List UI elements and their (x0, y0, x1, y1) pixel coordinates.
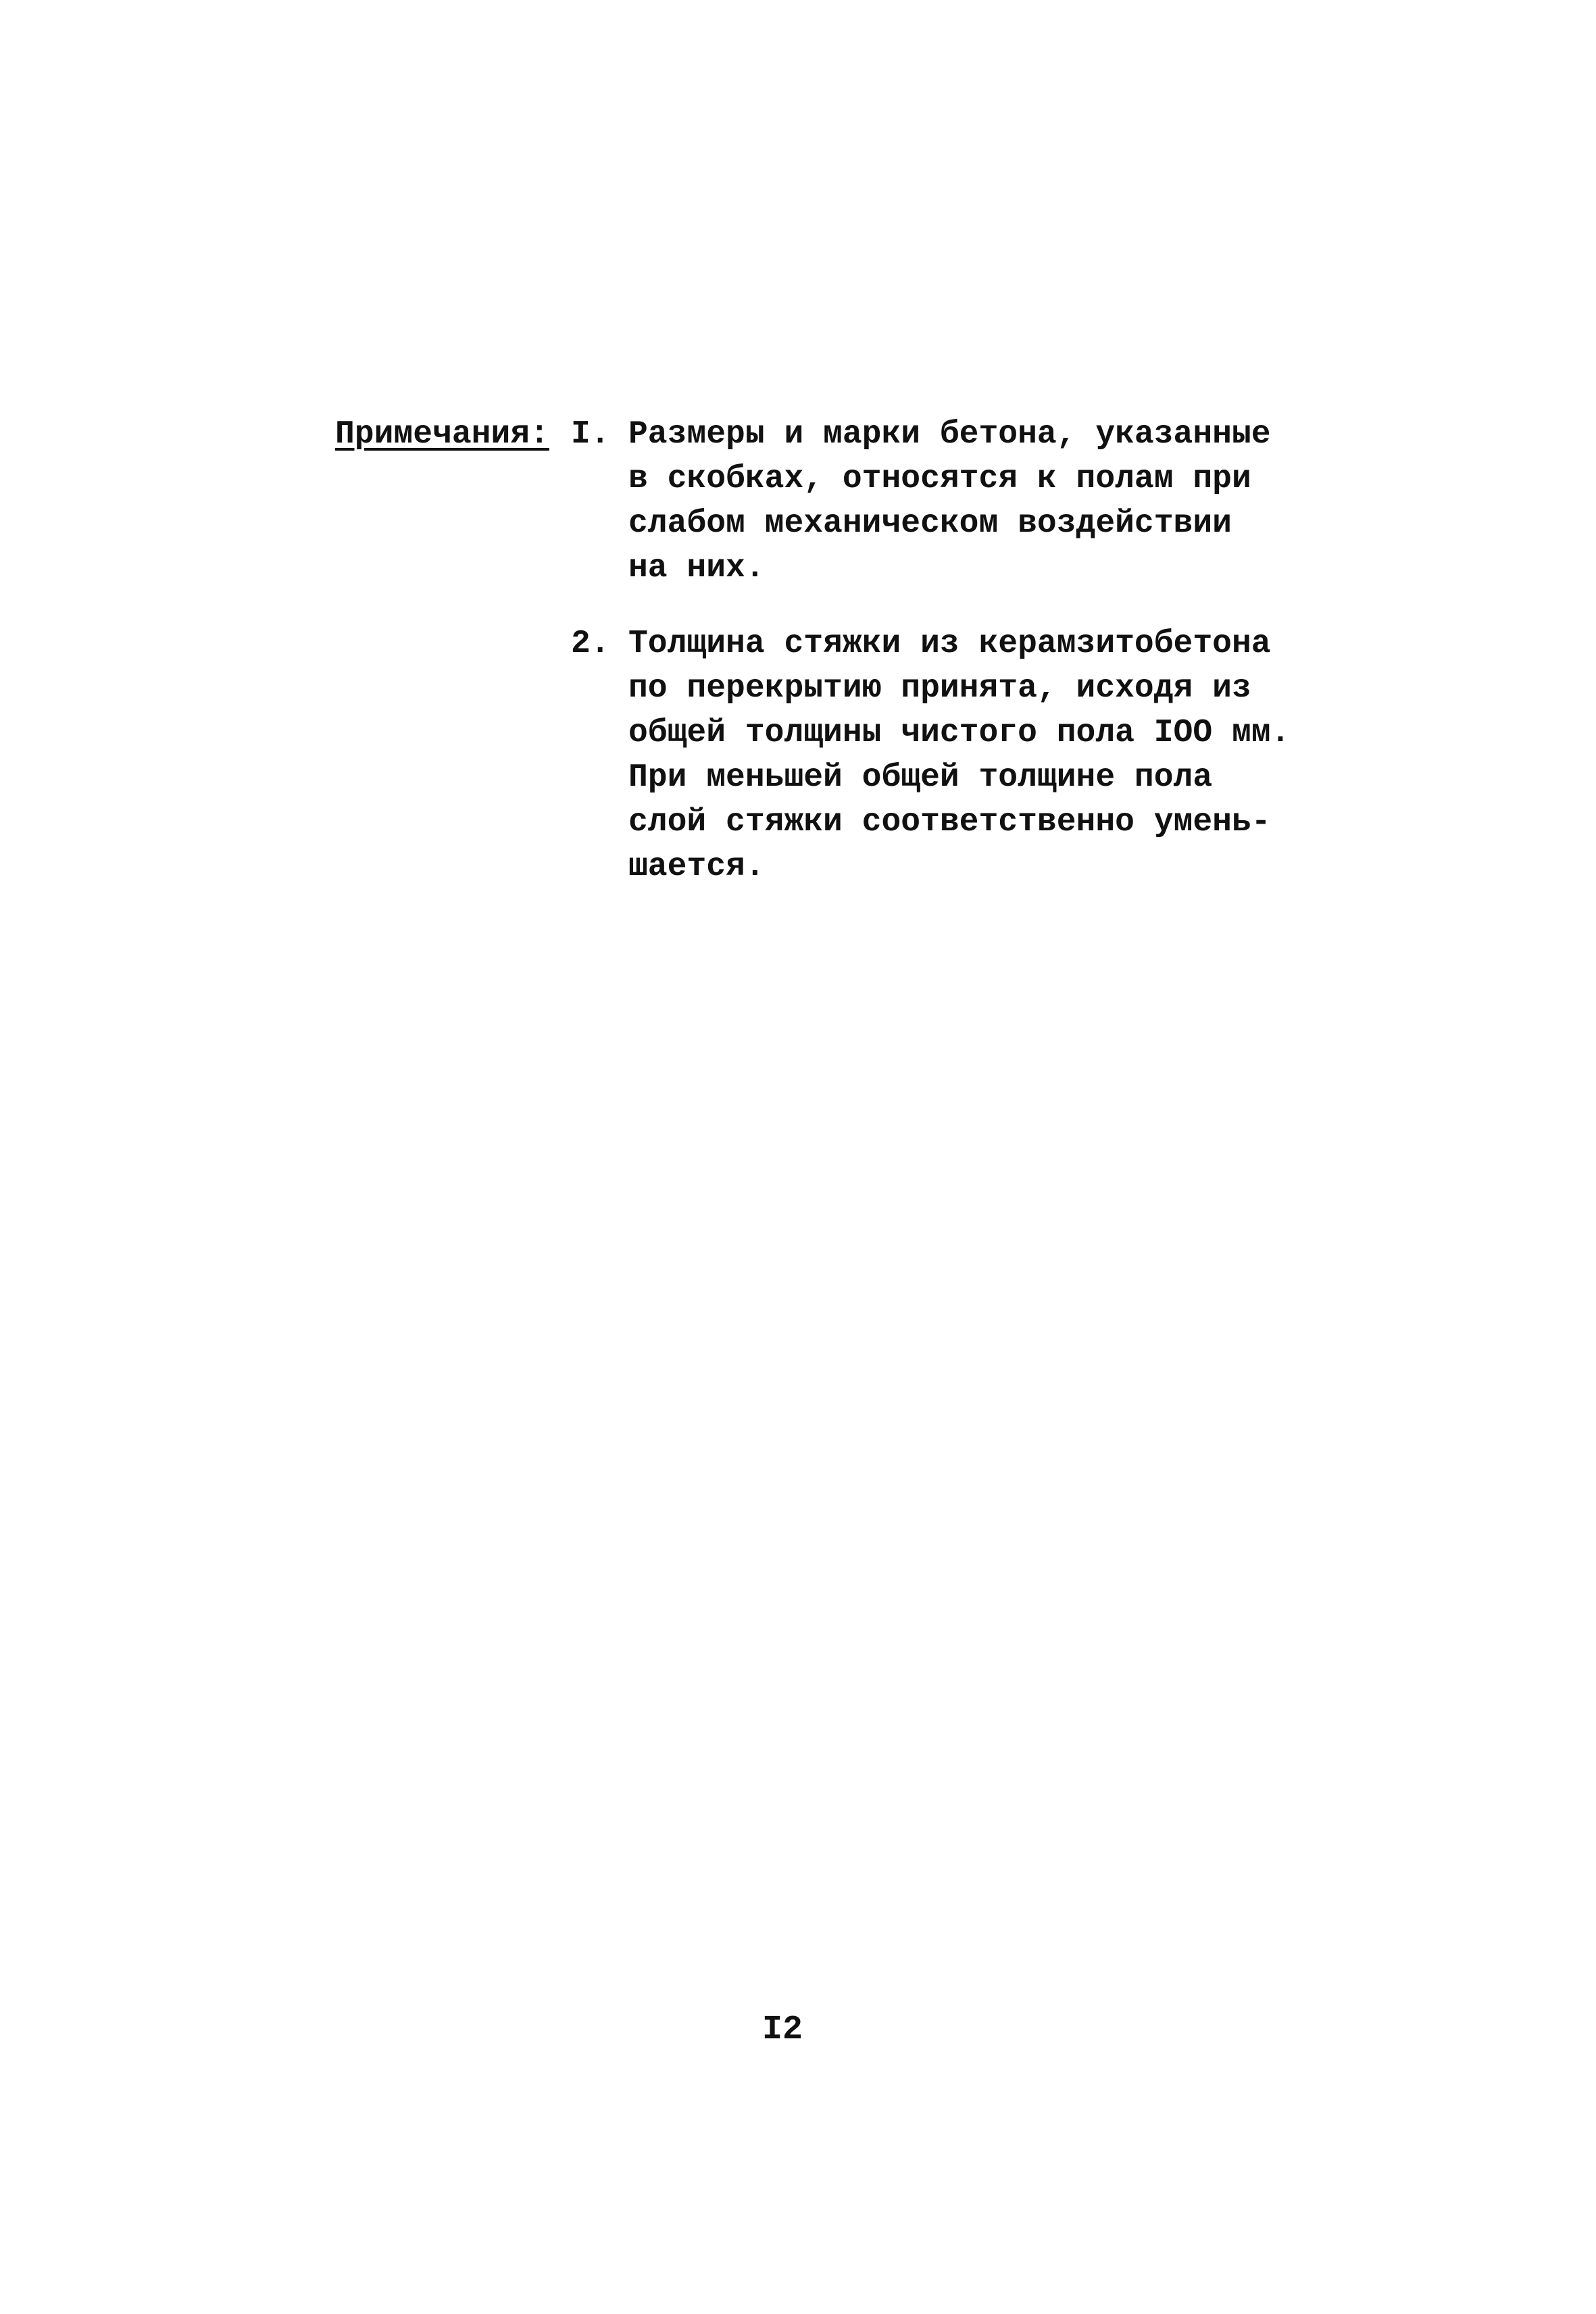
notes-heading: Примечания: (335, 416, 549, 453)
note-line: по перекрытию принята, исходя из (628, 670, 1251, 707)
note-line: шается. (628, 849, 765, 885)
note-line: в скобках, относятся к полам при (628, 461, 1251, 497)
note-text (628, 412, 1271, 590)
note-text (628, 622, 1290, 889)
page-number: I2 (762, 2011, 803, 2049)
note-line: Размеры и марки бетона, указанные (628, 416, 1271, 453)
note-line: слабом механическом воздействии (628, 505, 1232, 542)
note-line: на них. (628, 550, 765, 586)
note-number: I. (571, 416, 610, 453)
note-line: общей толщины чистого пола IOO мм. (628, 715, 1291, 751)
note-line: слой стяжки соответственно умень- (628, 804, 1271, 840)
note-line: Толщина стяжки из керамзитобетона (628, 626, 1271, 662)
note-line: При меньшей общей толщине пола (628, 759, 1213, 796)
note-number: 2. (571, 626, 610, 662)
